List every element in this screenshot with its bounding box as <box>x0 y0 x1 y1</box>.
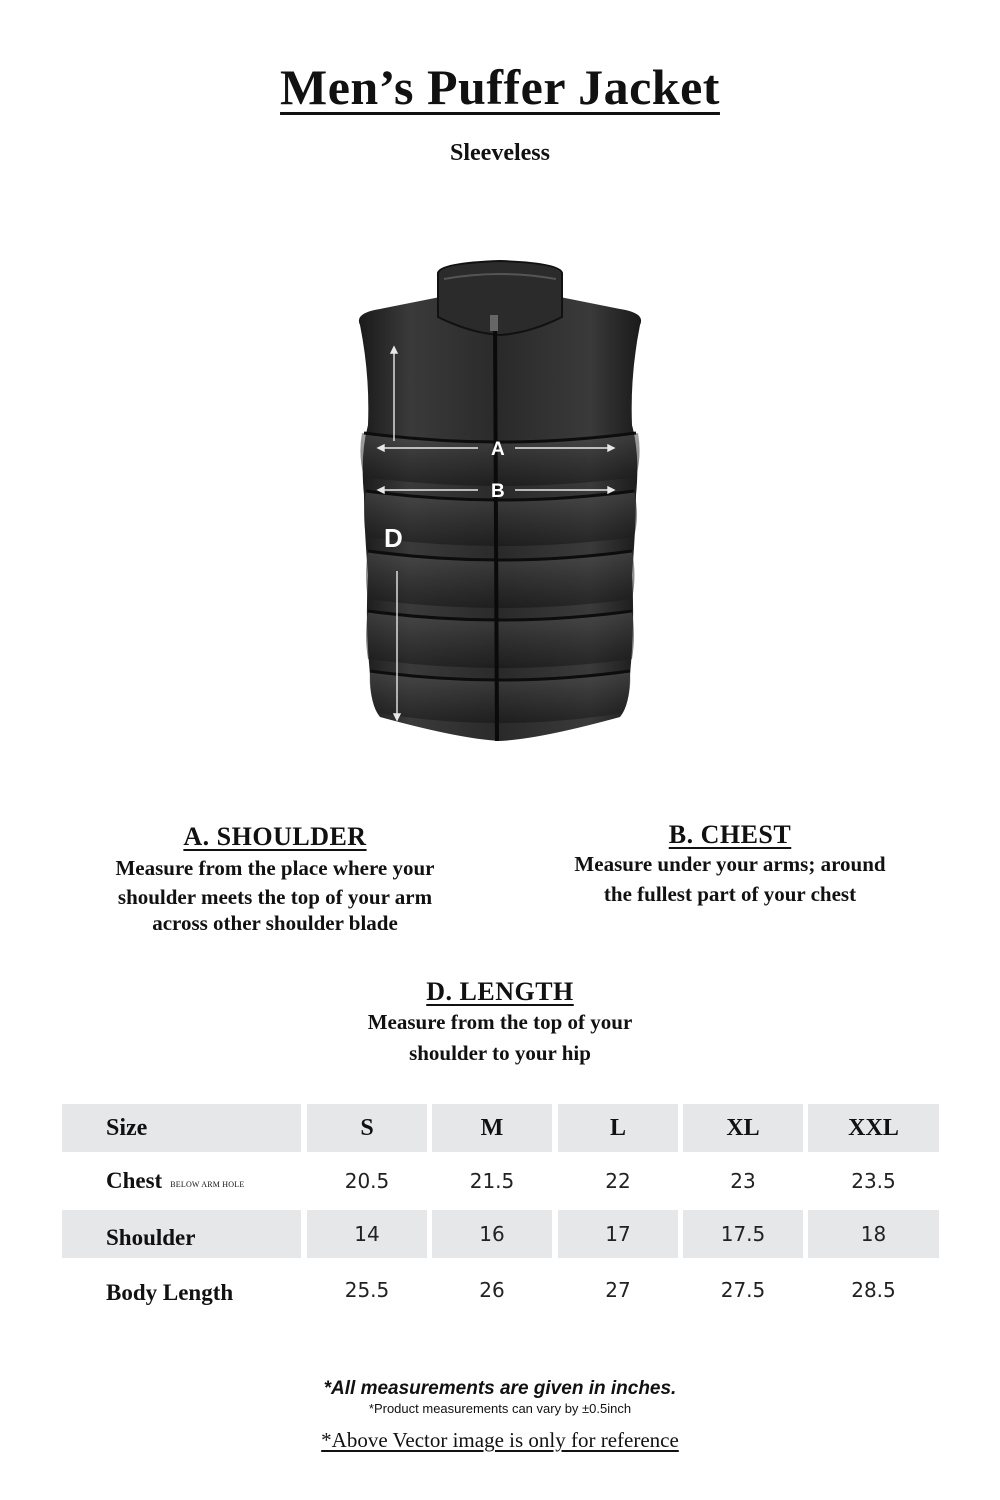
header-size: Size <box>62 1104 301 1152</box>
chest-s: 20.5 <box>344 1169 390 1193</box>
chest-desc-line-1: Measure under your arms; around <box>574 852 886 876</box>
chest-xl: 23 <box>730 1169 756 1193</box>
header-m: M <box>432 1104 552 1152</box>
chest-desc-line-2: the fullest part of your chest <box>603 882 857 906</box>
label-b: B <box>491 481 505 502</box>
shoulder-xl: 17.5 <box>683 1210 803 1258</box>
shoulder-desc-line-1: Measure from the place where your <box>115 856 435 880</box>
length-heading: D. LENGTH <box>426 977 574 1006</box>
puffer-vest-illustration <box>340 255 660 755</box>
vest-collar <box>438 261 562 335</box>
table-row <box>62 1266 939 1314</box>
length-xxl: 28.5 <box>851 1278 896 1302</box>
label-a: A <box>491 439 505 460</box>
row-label-body-length: Body Length <box>106 1280 234 1305</box>
shoulder-s: 14 <box>307 1210 427 1258</box>
chest-label: Chest <box>106 1168 163 1193</box>
variance-note: *Product measurements can vary by ±0.5inch <box>368 1401 632 1416</box>
length-l: 27 <box>605 1278 631 1302</box>
length-s: 25.5 <box>344 1278 390 1302</box>
row-label-shoulder: Shoulder <box>62 1210 301 1258</box>
chest-xxl: 23.5 <box>851 1169 896 1193</box>
units-note: *All measurements are given in inches. <box>323 1378 677 1399</box>
shoulder-heading: A. SHOULDER <box>183 822 367 851</box>
chest-l: 22 <box>605 1169 631 1193</box>
shoulder-m: 16 <box>432 1210 552 1258</box>
table-header-row <box>62 1104 939 1152</box>
header-xl: XL <box>683 1104 803 1152</box>
chest-heading: B. CHEST <box>668 820 792 849</box>
shoulder-xxl: 18 <box>808 1210 939 1258</box>
table-row <box>62 1210 939 1258</box>
shoulder-l: 17 <box>558 1210 678 1258</box>
header-s: S <box>307 1104 427 1152</box>
vest-zipper <box>495 315 497 741</box>
section-length <box>300 977 700 1068</box>
page-subtitle: Sleeveless <box>450 140 550 166</box>
length-xl: 27.5 <box>720 1278 766 1302</box>
table-row <box>62 1157 939 1205</box>
chest-note: BELOW ARM HOLE <box>170 1179 245 1189</box>
header-l: L <box>558 1104 678 1152</box>
page-title: Men’s Puffer Jacket <box>280 59 720 115</box>
length-desc-line-2: shoulder to your hip <box>409 1041 591 1065</box>
section-chest <box>530 820 930 909</box>
chest-m: 21.5 <box>469 1169 515 1193</box>
reference-note: *Above Vector image is only for reference <box>321 1428 679 1452</box>
row-label-chest <box>62 1157 301 1205</box>
header-xxl: XXL <box>808 1104 939 1152</box>
label-d: D <box>384 523 403 553</box>
shoulder-desc-line-2: shoulder meets the top of your arm <box>117 885 433 909</box>
section-shoulder <box>70 822 480 938</box>
length-desc-line-1: Measure from the top of your <box>367 1010 633 1034</box>
shoulder-desc-line-3: across other shoulder blade <box>152 911 398 935</box>
length-m: 26 <box>479 1278 505 1302</box>
